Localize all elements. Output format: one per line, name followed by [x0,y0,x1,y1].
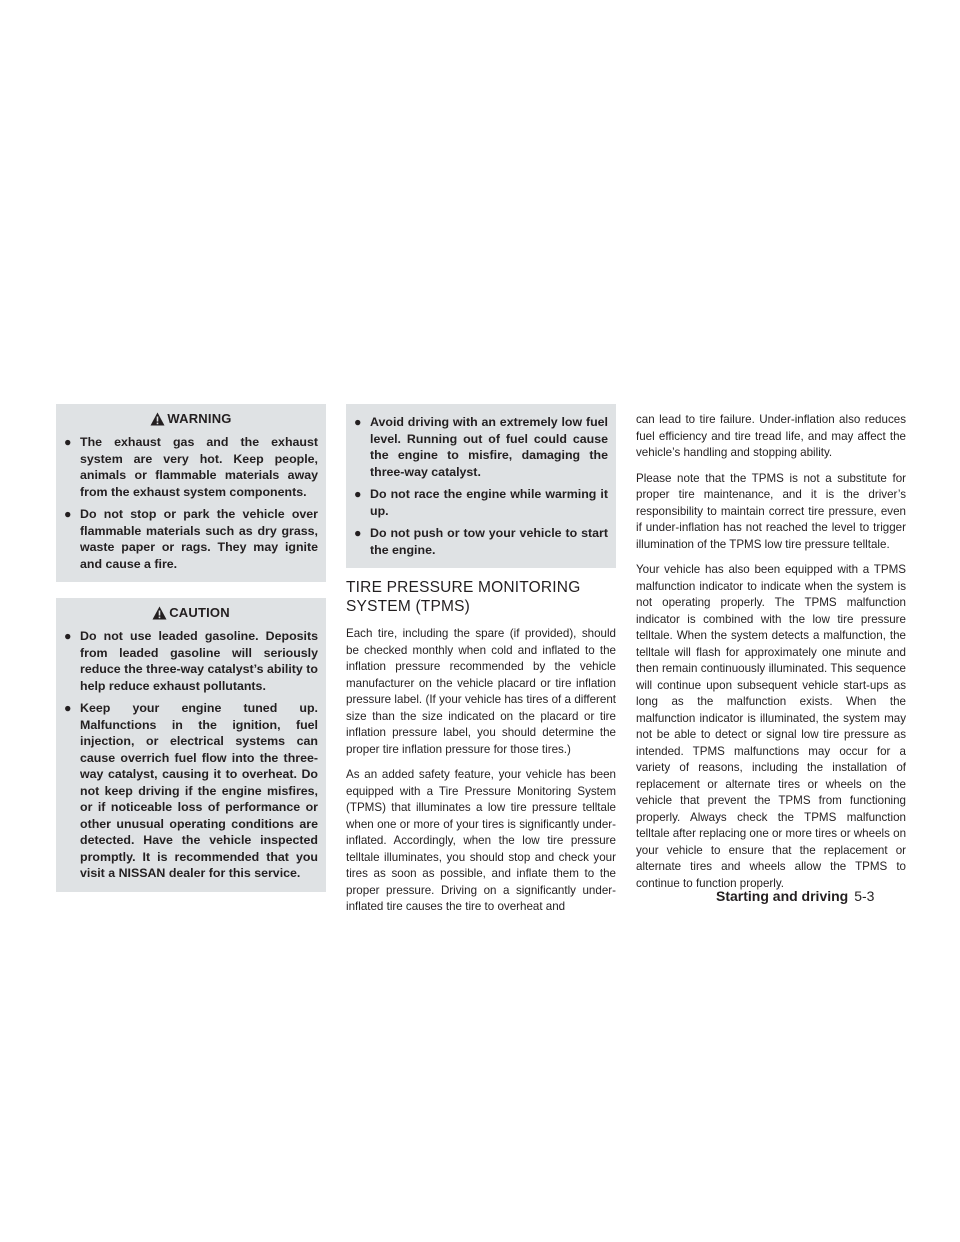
body-paragraph: Your vehicle has also been equipped with a TPMS malfunction indicator to indicate when the system is not operating properly. The TPMS malfunction indicator is combined with the low tire pressure telltale. When the system detects a malfunction, the telltale will flash for approximately one minute and then remain continuously illuminated. This sequence will continue upon subsequent vehicle start-ups as long as the malfunction exists. When the malfunction indicator is illuminated, the system may not be able to detect or signal low tire pressure as intended. TPMS malfunctions may occur for a variety of reasons, including the installation of replacement or alternate tires or wheels on the vehicle that prevent the TPMS from functioning properly. Always check the TPMS malfunction telltale after replacing one or more tires or wheels on your vehicle to ensure that the replacement or alternate tires and wheels allow the TPMS to continue to function properly. [636,563,907,890]
warning-item-text: The exhaust gas and the exhaust system are very hot. Keep people, animals or flammable materials away from the exhaust system components. [80,435,318,499]
caution-continued-box [346,404,616,568]
body-paragraph: Each tire, including the spare (if provided), should be checked monthly when cold and inflated to the inflation pressure recommended by the vehicle manufacturer on the vehicle placard or tire inflation pressure label. (If your vehicle has tires of a different size than the size indicated on the placard or tire inflation pressure label, you should determine the proper tire inflation pressure for those tires.) [346,627,616,756]
bullet-icon: ● [354,487,362,501]
list-item [64,434,318,500]
caution-item-text: Keep your engine tuned up. Malfunctions in the ignition, fuel injection, or electrical systems can cause overrich fuel flow into the three-way catalyst, causing it to overheat. Do not keep driving if the engine misfires, or if noticeable loss of performance or other unusual operating conditions are detected. Have the vehicle inspected promptly. It is recommended that you visit a NISSAN dealer for this service. [80,701,318,880]
bullet-icon: ● [354,526,362,540]
caution-item-text: Do not push or tow your vehicle to start the engine. [370,526,608,557]
warning-item-text: Do not stop or park the vehicle over flammable materials such as dry grass, waste paper or rags. They may ignite and cause a fire. [80,507,318,571]
list-item [64,700,318,882]
bullet-icon: ● [64,629,72,643]
warning-list [64,434,318,572]
list-item [354,486,608,519]
caution-continued-list [354,408,608,558]
list-item [354,525,608,558]
tpms-section-title [346,578,616,616]
list-item [64,628,318,694]
footer-section-name: Starting and driving [716,888,849,904]
warning-triangle-icon [150,412,165,426]
bullet-icon: ● [64,507,72,521]
bullet-icon: ● [64,435,72,449]
warning-triangle-icon [152,606,167,620]
caution-item-text: Do not race the engine while warming it up. [370,487,608,518]
body-paragraph: Please note that the TPMS is not a substitute for proper tire maintenance, and it is the driver’s responsibility to maintain correct tire pressure, even if under-inflation has not reached the level to trigger illumination of the TPMS low tire pressure telltale. [636,471,906,551]
tpms-title-line1: TIRE PRESSURE MONITORING [346,579,581,596]
caution-title: CAUTION [169,605,230,620]
caution-list [64,628,318,882]
middle-column [346,404,616,925]
bullet-icon: ● [64,701,72,715]
caution-item-text: Avoid driving with an extremely low fuel level. Running out of fuel could cause the engine to misfire, damaging the three-way catalyst. [370,415,608,479]
tpms-title-line2: SYSTEM (TPMS) [346,598,471,615]
page-footer [716,887,916,905]
caution-item-text: Do not use leaded gasoline. Deposits from leaded gasoline will seriously reduce the three-way catalyst’s ability to help reduce exhaust pollutants. [80,629,318,693]
list-item [64,506,318,572]
caution-heading [64,604,318,622]
caution-box [56,598,326,892]
page-number: 5-3 [854,888,875,904]
warning-box [56,404,326,582]
warning-heading [64,410,318,428]
list-item [354,414,608,480]
body-paragraph: can lead to tire failure. Under-inflation also reduces fuel efficiency and tire tread life, and may affect the vehicle’s handling and stopping ability. [636,413,906,459]
body-paragraph: As an added safety feature, your vehicle has been equipped with a Tire Pressure Monitoring System (TPMS) that illuminates a low tire pressure telltale when one or more of your tires is significantly under-inflated. Accordingly, when the low tire pressure telltale illuminates, you should stop and check your tires as soon as possible, and inflate them to the proper pressure. Driving on a significantly under-inflated tire causes the tire to overheat and [346,768,616,913]
left-column [56,404,326,892]
warning-title: WARNING [167,411,232,426]
right-column [636,412,906,901]
bullet-icon: ● [354,415,362,429]
